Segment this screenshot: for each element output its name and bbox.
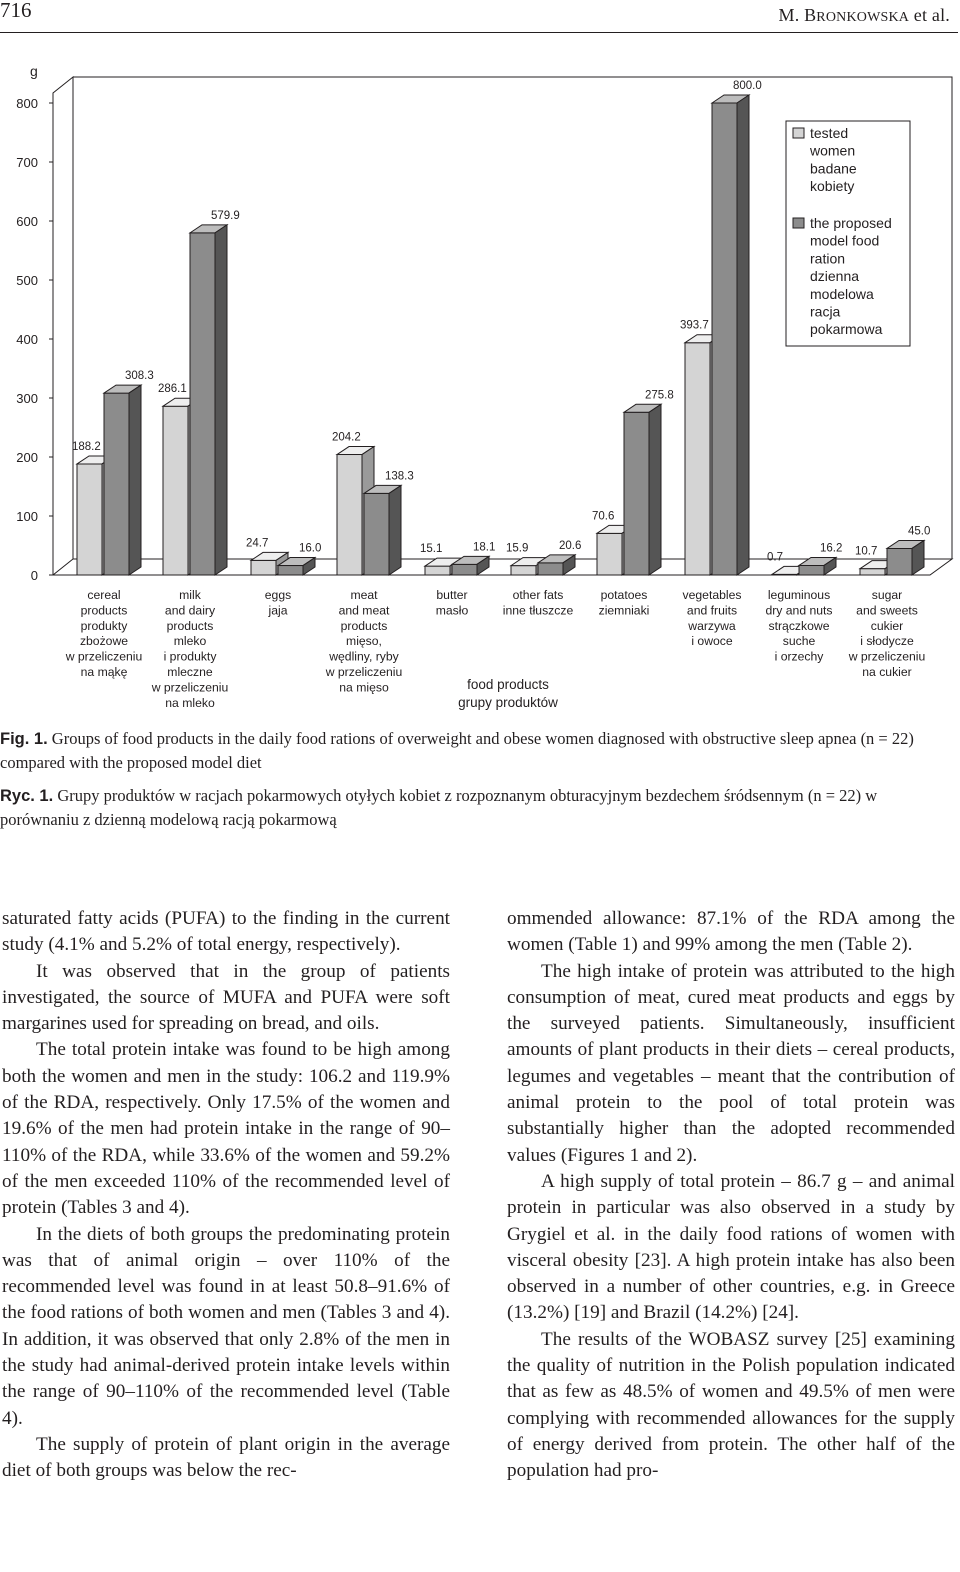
y-tick-label: 800 [16, 96, 38, 111]
category-label: warzywa [688, 618, 736, 633]
bar-side [215, 225, 227, 575]
bar-front [887, 548, 912, 575]
category-label: other fats [512, 588, 564, 602]
bar-front [597, 533, 622, 575]
figure-label-pl: Ryc. 1. [0, 787, 54, 805]
category-label: meat [350, 588, 378, 602]
y-axis-label: g [30, 63, 38, 79]
category-label: mięso, [346, 634, 382, 649]
y-tick-label: 500 [16, 273, 38, 288]
category-label: leguminous [767, 588, 831, 602]
category-label: cereal [87, 588, 121, 602]
category-label: butter [436, 588, 468, 602]
bar-front [425, 566, 450, 575]
bar-side [649, 404, 661, 575]
category-label: ziemniaki [598, 603, 650, 618]
y-tick-label: 100 [16, 509, 38, 524]
paragraph: It was observed that in the group of patients investigated, the source of MUFA and PUFA were soft margarines used for spreading on bread, and oils. [2, 960, 450, 1035]
bar-front [251, 560, 276, 575]
header-rule [0, 32, 958, 33]
y-tick-label: 600 [16, 214, 38, 229]
y-tick-label: 0 [30, 568, 38, 583]
figure-caption-pl [0, 784, 950, 831]
category-label: products [80, 603, 128, 618]
category-label: jaja [268, 603, 288, 618]
data-label: 15.1 [420, 543, 443, 556]
category-label: cukier [870, 618, 904, 633]
data-label: 24.7 [246, 537, 269, 550]
paragraph: ommended allowance: 87.1% of the RDA among the women (Table 1) and 99% among the men (Table 2). [507, 908, 955, 956]
legend-label: kobiety [810, 178, 855, 195]
bar-front [624, 412, 649, 575]
category-label: eggs [264, 588, 292, 602]
data-label: 70.6 [592, 510, 615, 523]
category-label: w przeliczeniu [151, 680, 229, 695]
category-label: na mąkę [80, 665, 128, 679]
category-label: mleko [173, 634, 207, 649]
bar-side [737, 95, 749, 575]
data-label: 286.1 [158, 383, 187, 396]
data-label: 15.9 [506, 542, 529, 555]
legend-swatch [793, 128, 804, 138]
legend-label: tested [810, 125, 849, 141]
category-label: i produkty [163, 649, 217, 664]
legend-label: badane [810, 160, 857, 177]
paragraph: saturated fatty acids (PUFA) to the finding in the current study (4.1% and 5.2% of total energy, respectively). [2, 908, 450, 956]
y-tick-label: 400 [16, 332, 38, 347]
bar-front [337, 455, 362, 575]
data-label: 45.0 [908, 525, 931, 538]
legend-label: model food [810, 232, 880, 249]
paragraph: The supply of protein of plant origin in the average diet of both groups was below the rec- [2, 1433, 450, 1482]
bar-front [364, 493, 389, 575]
bar-front [712, 103, 737, 575]
y-tick-label: 300 [16, 391, 38, 406]
data-label: 138.3 [385, 470, 414, 483]
bar-side [129, 385, 141, 575]
category-label: masło [435, 603, 469, 618]
category-label: and meat [338, 603, 390, 618]
bar-front [163, 406, 188, 575]
data-label: 393.7 [680, 319, 709, 332]
data-label: 275.8 [645, 389, 674, 402]
legend-label: women [810, 142, 856, 159]
category-label: w przeliczeniu [65, 649, 143, 664]
category-label: mleczne [167, 665, 213, 679]
figure-caption-pl-text: Grupy produktów w racjach pokarmowych otyłych kobiet z rozpoznanym obturacyjnym bezdechem śródsennym (n = 22) w porównaniu z dzienną modelową racją pokarmową [0, 786, 878, 829]
data-label: 0.7 [767, 551, 783, 564]
category-label: and sweets [856, 603, 918, 618]
data-label: 16.2 [820, 542, 843, 555]
bar-front [511, 566, 536, 575]
legend-swatch [793, 218, 804, 228]
category-label: w przeliczeniu [325, 665, 403, 679]
bar-front [799, 565, 824, 575]
body-column-left [2, 906, 450, 1485]
category-label: potatoes [600, 588, 648, 602]
paragraph: In the diets of both groups the predominating protein was that of animal origin – over 110% of the recommended level was found in at least 50.8–91.6% of the food rations of both women and men (Tables 3 and 4). In addition, it was observed that only 2.8% of the men in the study had animal-derived protein intake levels within the range of 90–110% of the recommended level (Table 4). [2, 1223, 450, 1429]
paragraph: The total protein intake was found to be high among both the women and men in the study: 106.2 and 119.9% of the RDA, respectively. Only 17.5% of the women and 19.6% of the men had protein intake in the range of 90–110% of the RDA, while 33.6% of the women and 59.2% of the men exceeded 110% of the recommended level of protein (Tables 3 and 4). [2, 1039, 450, 1219]
category-label: dry and nuts [765, 603, 833, 618]
body-column-right [507, 906, 955, 1485]
legend-label: racja [810, 303, 841, 320]
paragraph: The high intake of protein was attributed to the high consumption of meat, cured meat products and eggs by the surveyed patients. Simultaneously, insufficient amounts of plant products in their diets – cereal products, legumes and vegetables – meant that the contribution of animal protein to the pool of total protein was substantially higher than the adopted recommended values (Figures 1 and 2). [507, 960, 955, 1166]
data-label: 20.6 [559, 539, 582, 552]
x-axis-label: grupy produktów [458, 695, 558, 710]
category-label: wędliny, ryby [329, 649, 399, 664]
legend-label: the proposed [810, 215, 892, 231]
paragraph: The results of the WOBASZ survey [25] examining the quality of nutrition in the Polish population indicated that as few as 48.5% of women and 49.5% of men were complying with recommended allowances for the supply of energy derived from protein. The other half of the population had pro- [507, 1328, 955, 1482]
paragraph: A high supply of total protein – 86.7 g – and animal protein in particular was also observed in a study by Grygiel et al. in the daily food rations of women with visceral obesity [23]. A high protein intake has also been observed in a number of other countries, e.g. in Greece (13.2%) [19] and Brazil (14.2%) [24]. [507, 1170, 955, 1324]
category-label: inne tłuszcze [502, 603, 574, 618]
legend-label: modelowa [810, 285, 874, 302]
y-tick-label: 700 [16, 155, 38, 170]
data-label: 188.2 [72, 440, 101, 453]
data-label: 204.2 [332, 431, 361, 444]
figure-caption-en-text: Groups of food products in the daily food rations of overweight and obese women diagnosed with obstructive sleep apnea (n = 22) compared with the proposed model diet [0, 729, 914, 772]
category-label: milk [179, 588, 201, 602]
category-label: na cukier [862, 665, 912, 679]
bar-front [190, 233, 215, 575]
bar-front [278, 566, 303, 575]
data-label: 308.3 [125, 370, 154, 383]
category-label: and fruits [686, 603, 738, 618]
running-header-authors: M. BRONKOWSKA et al. [778, 5, 950, 25]
category-label: sugar [871, 588, 903, 602]
legend-label: pokarmowa [810, 321, 883, 338]
legend-label: ration [810, 250, 846, 267]
y-tick-label: 200 [16, 450, 38, 465]
bar-chart [0, 55, 960, 715]
data-label: 579.9 [211, 209, 240, 222]
chart-left-wall [53, 77, 73, 575]
bar-front [860, 569, 885, 575]
data-label: 800.0 [733, 80, 762, 92]
category-label: zbożowe [79, 634, 129, 649]
category-label: products [340, 618, 388, 633]
figure-label-en: Fig. 1. [0, 730, 48, 748]
category-label: strączkowe [768, 618, 830, 633]
bar-front [538, 563, 563, 575]
category-label: products [166, 618, 214, 633]
bar-front [685, 343, 710, 575]
bar-side [389, 485, 401, 575]
bar-front [77, 464, 102, 575]
category-label: na mięso [339, 680, 389, 695]
category-label: i słodycze [860, 634, 914, 649]
category-label: suche [782, 634, 816, 649]
page-number: 716 [0, 0, 32, 22]
category-label: vegetables [682, 588, 742, 602]
category-label: na mleko [165, 695, 215, 710]
bar-front [104, 393, 129, 575]
x-axis-label: food products [467, 677, 549, 692]
data-label: 16.0 [299, 542, 322, 555]
figure-caption-en [0, 727, 950, 774]
legend-label: dzienna [810, 268, 860, 285]
data-label: 10.7 [855, 545, 878, 558]
category-label: i owoce [691, 634, 733, 649]
category-label: w przeliczeniu [848, 649, 926, 664]
category-label: produkty [80, 618, 128, 633]
category-label: and dairy [164, 603, 216, 618]
data-label: 18.1 [473, 541, 496, 554]
category-label: i orzechy [774, 649, 824, 664]
bar-front [452, 564, 477, 575]
